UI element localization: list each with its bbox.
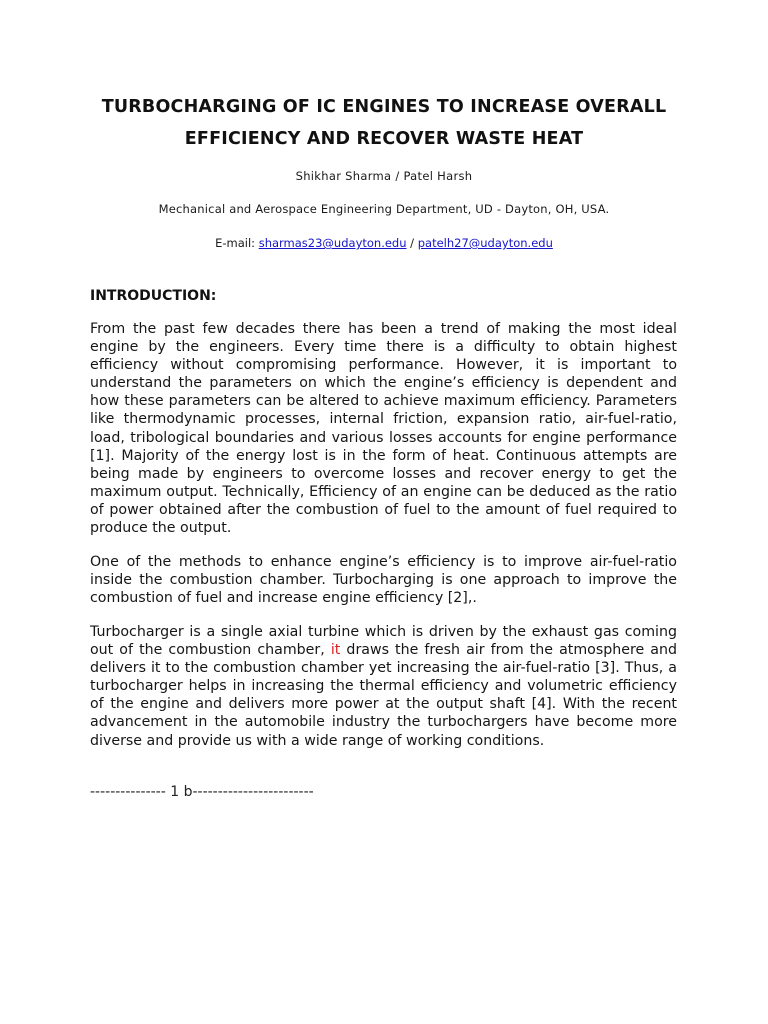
paper-title-line-1: TURBOCHARGING OF IC ENGINES TO INCREASE OVERALL: [101, 97, 667, 117]
paper-title-line-2: EFFICIENCY AND RECOVER WASTE HEAT: [184, 129, 584, 149]
email-link-1[interactable]: sharmas23@udayton.edu: [258, 236, 407, 250]
paragraph-2-text: One of the methods to enhance engine’s efficiency is to improve air-fuel-ratio inside the combustion chamber. Turbocharging is one approach to improve the combustion of fuel and increase engine efficiency [2],.: [90, 554, 677, 607]
email-label: E-mail:: [215, 236, 256, 250]
page-footer-marker: --------------- 1 b------------------------: [90, 784, 314, 800]
paragraph-3-part-2: draws the fresh air from the atmosphere and delivers it to the combustion chamber yet increasing the air-fuel-ratio [3]. Thus, a turbocharger helps in increasing the thermal efficiency and volumetric efficiency of the engine and delivers more power at the output shaft [4]. With the recent advancement in the automobile industry the turbochargers have become more diverse and provide us with a wide range of working conditions.: [90, 642, 677, 749]
section-heading: INTRODUCTION:: [90, 288, 217, 304]
authors: Shikhar Sharma / Patel Harsh: [295, 169, 473, 183]
highlighted-word: it: [330, 642, 341, 659]
intro-paragraph-1: [90, 320, 677, 537]
email-row: [60, 236, 708, 250]
intro-paragraph-2: [90, 553, 677, 607]
paragraph-3-part-1: Turbocharger is a single axial turbine which is driven by the exhaust gas coming out of the combustion chamber,: [90, 624, 677, 659]
affiliation: Mechanical and Aerospace Engineering Department, UD - Dayton, OH, USA.: [158, 202, 610, 216]
paragraph-1-text: From the past few decades there has been a trend of making the most ideal engine by the engineers. Every time there is a difficulty to obtain highest efficiency without compromising performance. However, it is important to understand the parameters on which the engine’s efficiency is dependent and how these parameters can be altered to achieve maximum efficiency. Parameters like thermodynamic processes, internal friction, expansion ratio, air-fuel-ratio, load, tribological boundaries and various losses accounts for engine performance [1]. Majority of the energy lost is in the form of heat. Continuous attempts are being made by engineers to overcome losses and recover energy to get the maximum output. Technically, Efficiency of an engine can be deduced as the ratio of power obtained after the combustion of fuel to the amount of fuel required to produce the output.: [90, 321, 677, 537]
email-separator: /: [406, 236, 418, 250]
intro-paragraph-3: [90, 623, 677, 750]
email-link-2[interactable]: patelh27@udayton.edu: [417, 236, 553, 250]
paragraph-3-text: [90, 623, 677, 750]
